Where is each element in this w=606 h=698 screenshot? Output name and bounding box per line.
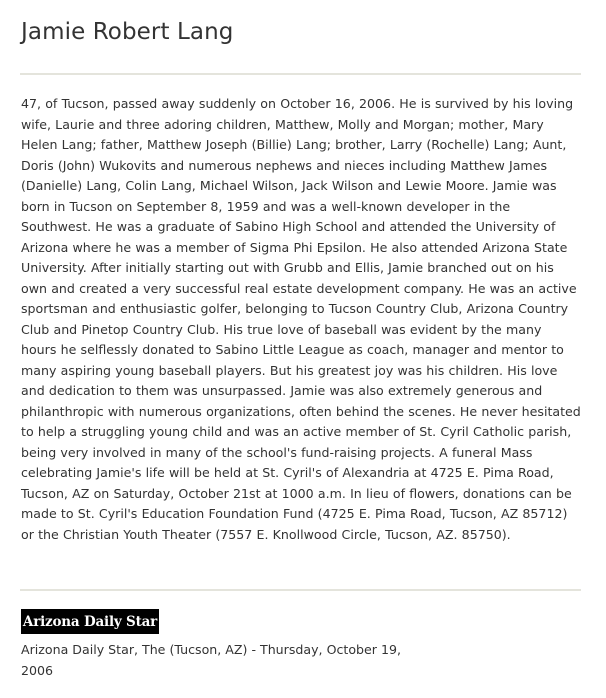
top-divider [20, 73, 581, 75]
publication-source-line: Arizona Daily Star, The (Tucson, AZ) - Thursday, October 19, 2006 [21, 642, 401, 678]
obituary-name-heading: Jamie Robert Lang [21, 19, 234, 45]
obituary-text: 47, of Tucson, passed away suddenly on October 16, 2006. He is survived by his loving wife, Laurie and three adoring children, Matthew, Molly and Morgan; mother, Mary Helen Lang; father, Matthew Joseph (Billie) Lang; brother, Larry (Rochelle) Lang; Aunt, Doris (John) Wukovits and numerous nephews and nieces including Matthew James (Danielle) Lang, Colin Lang, Michael Wilson, Jack Wilson and Lewie Moore. Jamie was born in Tucson on September 8, 1959 and was a well-known developer in the Southwest. He was a graduate of Sabino High School and attended the University of Arizona where he was a member of Sigma Phi Epsilon. He also attended Arizona State University. After initially starting out with Grubb and Ellis, Jamie branched out on his own and created a very successful real estate development company. He was an active sportsman and enthusiastic golfer, belonging to Tucson Country Club, Arizona Country Club and Pinetop Country Club. His true love of baseball was evident by the many hours he selflessly donated to Sabino Little League as coach, manager and mentor to many aspiring young baseball players. But his greatest joy was his children. His love and dedication to them was unsurpassed. Jamie was also extremely generous and philanthropic with numerous organizations, often behind the scenes. He never hesitated to help a struggling young child and was an active member of St. Cyril Catholic parish, being very involved in many of the school's fund-raising projects. A funeral Mass celebrating Jamie's life will be held at St. Cyril's of Alexandria at 4725 E. Pima Road, Tucson, AZ on Saturday, October 21st at 1000 a.m. In lieu of flowers, donations can be made to St. Cyril's Education Foundation Fund (4725 E. Pima Road, Tucson, AZ 85712) or the Christian Youth Theater (7557 E. Knollwood Circle, Tucson, AZ. 85750). [21, 96, 581, 542]
arizona-daily-star-logo [21, 609, 159, 634]
bottom-divider [20, 589, 581, 591]
logo-text: Arizona Daily Star [22, 613, 158, 630]
